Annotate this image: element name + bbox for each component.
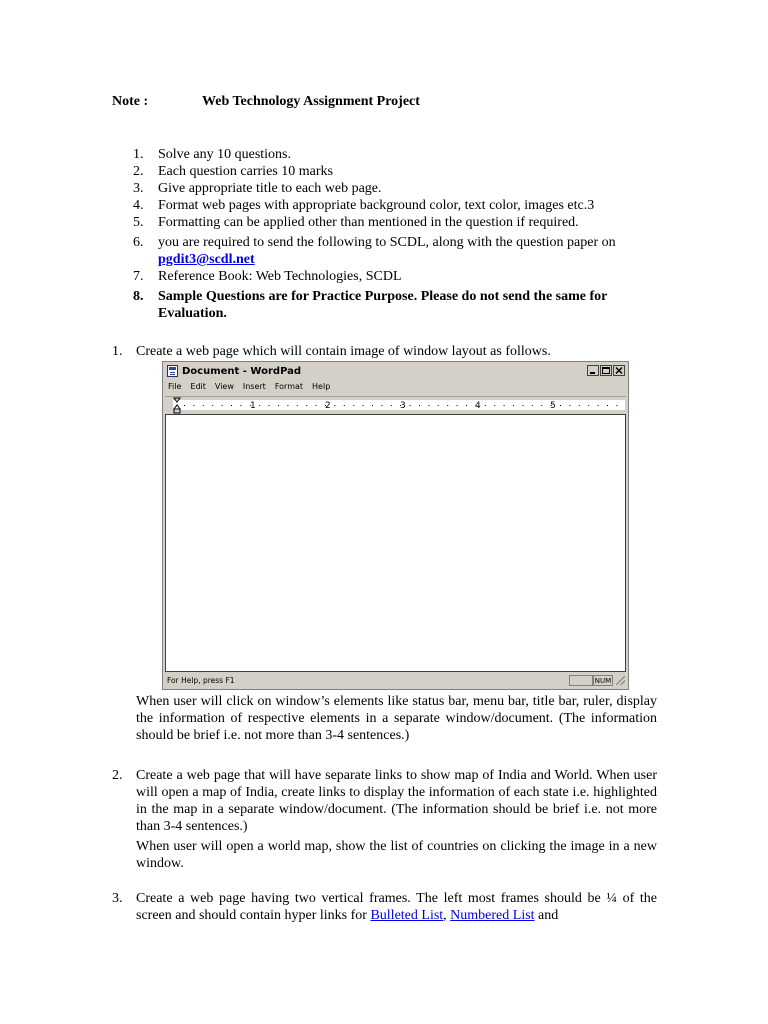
question-text: When user will open a world map, show the list of countries on clicking the image in a new window.	[136, 839, 657, 871]
ruler-tick	[259, 405, 260, 406]
instruction-item: 1. Solve any 10 questions.	[133, 147, 291, 162]
ruler-tick	[513, 405, 514, 406]
ruler-tick	[381, 405, 382, 406]
ruler-number: 4	[475, 401, 481, 411]
ruler-tick	[485, 405, 486, 406]
wordpad-icon	[167, 365, 178, 377]
instruction-item: 5. Formatting can be applied other than mentioned in the question if required.	[133, 215, 579, 230]
document-area[interactable]	[165, 414, 626, 672]
instruction-item: 4. Format web pages with appropriate background color, text color, images etc.3	[133, 198, 595, 213]
ruler-tick	[504, 405, 505, 406]
email-link[interactable]: pgdit3@scdl.net	[158, 252, 255, 267]
menu-help[interactable]: Help	[312, 382, 331, 391]
question-1-details	[112, 693, 657, 744]
status-num-indicator: NUM	[594, 677, 612, 685]
question-text: Create a web page that will have separate links to show map of India and World. When user will open a map of India, create links to display the information of each state i.e. highlighted in the map in a separate window/document. (The information should be brief i.e. not more than 3-4 sentences.)	[136, 768, 657, 834]
title-bar	[165, 364, 626, 379]
ruler-tick	[569, 405, 570, 406]
question-2	[112, 767, 657, 872]
question-number: 2.	[112, 768, 123, 783]
ruler-tick	[231, 405, 232, 406]
question-3	[112, 890, 657, 924]
minimize-icon[interactable]	[587, 365, 599, 376]
ruler-tick	[410, 405, 411, 406]
instruction-item: 8. Sample Questions are for Practice Purpose. Please do not send the same for Evaluation.	[133, 289, 608, 321]
question-text: When user will click on window’s elements like status bar, menu bar, title bar, ruler, display the information of respective elements in a separate window/document. (The information should be brief i.e. not more than 3-4 sentences.)	[136, 694, 657, 743]
ruler-tick	[438, 405, 439, 406]
instruction-item: 6. you are required to send the following to SCDL, along with the question paper on pgdit3@scdl.net	[133, 235, 616, 267]
ruler-tick	[447, 405, 448, 406]
ruler-number: 2	[325, 401, 331, 411]
menu-file[interactable]: File	[168, 382, 182, 391]
numbered-list-link[interactable]: Numbered List	[450, 908, 535, 923]
question-1	[112, 343, 657, 360]
status-panel	[569, 675, 593, 686]
question-number: 1.	[112, 344, 123, 359]
ruler-tick	[203, 405, 204, 406]
ruler-tick	[278, 405, 279, 406]
ruler-tick	[287, 405, 288, 406]
ruler-tick	[391, 405, 392, 406]
ruler-graphic	[165, 397, 628, 414]
menu-edit[interactable]: Edit	[190, 382, 206, 391]
ruler-tick	[269, 405, 270, 406]
ruler-tick	[363, 405, 364, 406]
ruler-tick	[372, 405, 373, 406]
ruler-tick	[419, 405, 420, 406]
maximize-icon[interactable]	[600, 365, 612, 376]
ruler-tick	[588, 405, 589, 406]
ruler-tick	[353, 405, 354, 406]
status-help-text: For Help, press F1	[167, 676, 235, 685]
ruler-tick	[494, 405, 495, 406]
note-label: Note :	[112, 94, 149, 109]
ruler-tick	[334, 405, 335, 406]
ruler-tick	[607, 405, 608, 406]
question-text: Create a web page which will contain image of window layout as follows.	[136, 344, 551, 359]
ruler-tick	[616, 405, 617, 406]
ruler-tick	[212, 405, 213, 406]
ruler-tick	[222, 405, 223, 406]
ruler-tick	[579, 405, 580, 406]
resize-grip-icon[interactable]	[616, 676, 625, 685]
assignment-title: Web Technology Assignment Project	[202, 94, 420, 109]
instruction-item: 3. Give appropriate title to each web page.	[133, 181, 382, 196]
ruler-tick	[184, 405, 185, 406]
ruler-tick	[240, 405, 241, 406]
ruler-tick	[297, 405, 298, 406]
menu-format[interactable]: Format	[274, 382, 304, 391]
window-title: Document - WordPad	[182, 366, 302, 377]
ruler-tick	[344, 405, 345, 406]
ruler-tick	[466, 405, 467, 406]
instruction-item: 2. Each question carries 10 marks	[133, 164, 333, 179]
menu-insert[interactable]: Insert	[242, 382, 266, 391]
ruler-tick	[560, 405, 561, 406]
ruler-tick	[532, 405, 533, 406]
close-icon[interactable]	[613, 365, 625, 376]
instructions-list	[133, 146, 657, 322]
ruler-tick	[428, 405, 429, 406]
ruler-tick	[541, 405, 542, 406]
ruler-tick	[457, 405, 458, 406]
ruler-tick	[598, 405, 599, 406]
ruler-tick	[306, 405, 307, 406]
ruler[interactable]	[165, 396, 626, 414]
status-bar[interactable]	[165, 674, 626, 688]
instruction-item: 7. Reference Book: Web Technologies, SCDL	[133, 269, 402, 284]
ruler-number: 5	[550, 401, 556, 411]
menu-bar	[165, 379, 626, 395]
ruler-tick	[522, 405, 523, 406]
bulleted-list-link[interactable]: Bulleted List	[370, 908, 444, 923]
menu-view[interactable]: View	[214, 382, 234, 391]
wordpad-window	[162, 361, 629, 690]
ruler-number: 1	[250, 401, 256, 411]
ruler-tick	[193, 405, 194, 406]
question-number: 3.	[112, 891, 123, 906]
ruler-tick	[316, 405, 317, 406]
question-text: Create a web page having two vertical frames. The left most frames should be ¼ of the screen and should contain hyper links for Bulleted List, Numbered List and	[136, 891, 657, 923]
ruler-number: 3	[400, 401, 406, 411]
